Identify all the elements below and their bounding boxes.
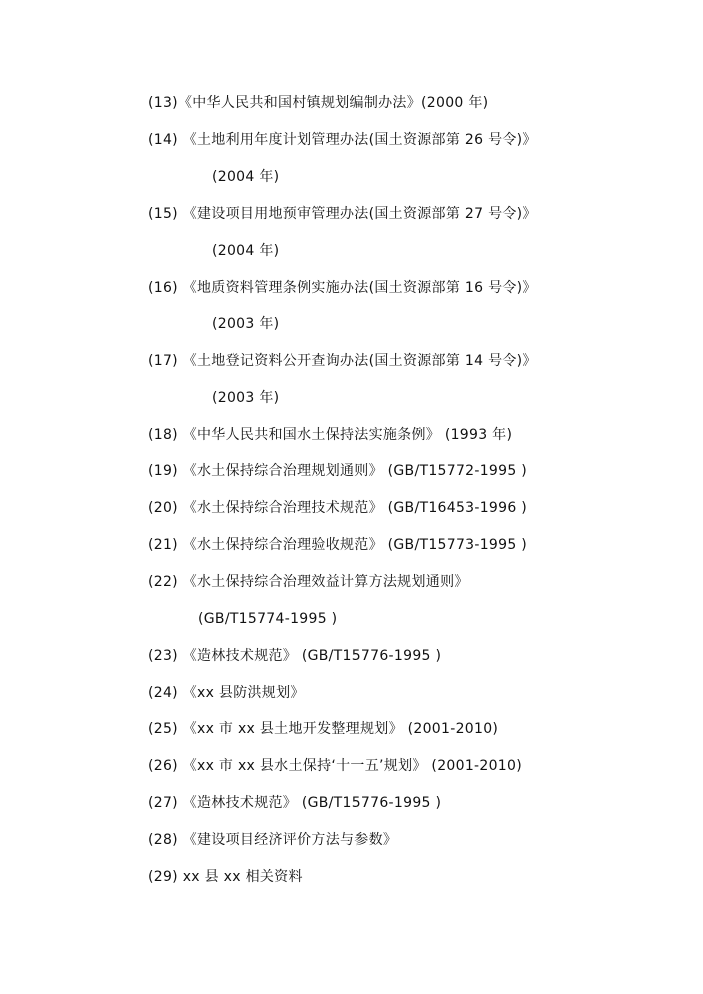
- reference-15: (15) 《建设项目用地预审管理办法(国土资源部第 27 号令)》: [148, 206, 537, 222]
- reference-14-year: (2004 年): [212, 169, 280, 185]
- reference-21: (21) 《水土保持综合治理验收规范》 (GB/T15773-1995 ): [148, 537, 528, 553]
- reference-22: (22) 《水土保持综合治理效益计算方法规划通则》: [148, 574, 469, 590]
- reference-28: (28) 《建设项目经济评价方法与参数》: [148, 832, 398, 848]
- reference-17: (17) 《土地登记资料公开查询办法(国土资源部第 14 号令)》: [148, 353, 537, 369]
- reference-26: (26) 《xx 市 xx 县水土保持‘十一五’规划》 (2001-2010): [148, 758, 522, 774]
- reference-13: (13)《中华人民共和国村镇规划编制办法》(2000 年): [148, 95, 489, 111]
- reference-29: (29) xx 县 xx 相关资料: [148, 869, 303, 885]
- reference-27: (27) 《造林技术规范》 (GB/T15776-1995 ): [148, 795, 442, 811]
- reference-16: (16) 《地质资料管理条例实施办法(国土资源部第 16 号令)》: [148, 280, 537, 296]
- reference-18: (18) 《中华人民共和国水土保持法实施条例》 (1993 年): [148, 427, 513, 443]
- reference-25: (25) 《xx 市 xx 县土地开发整理规划》 (2001-2010): [148, 721, 499, 737]
- reference-15-year: (2004 年): [212, 243, 280, 259]
- reference-14: (14) 《土地利用年度计划管理办法(国土资源部第 26 号令)》: [148, 132, 537, 148]
- reference-22-standard: (GB/T15774-1995 ): [198, 611, 338, 627]
- reference-19: (19) 《水土保持综合治理规划通则》 (GB/T15772-1995 ): [148, 463, 528, 479]
- reference-16-year: (2003 年): [212, 316, 280, 332]
- reference-23: (23) 《造林技术规范》 (GB/T15776-1995 ): [148, 648, 442, 664]
- reference-17-year: (2003 年): [212, 390, 280, 406]
- reference-24: (24) 《xx 县防洪规划》: [148, 685, 305, 701]
- reference-20: (20) 《水土保持综合治理技术规范》 (GB/T16453-1996 ): [148, 500, 528, 516]
